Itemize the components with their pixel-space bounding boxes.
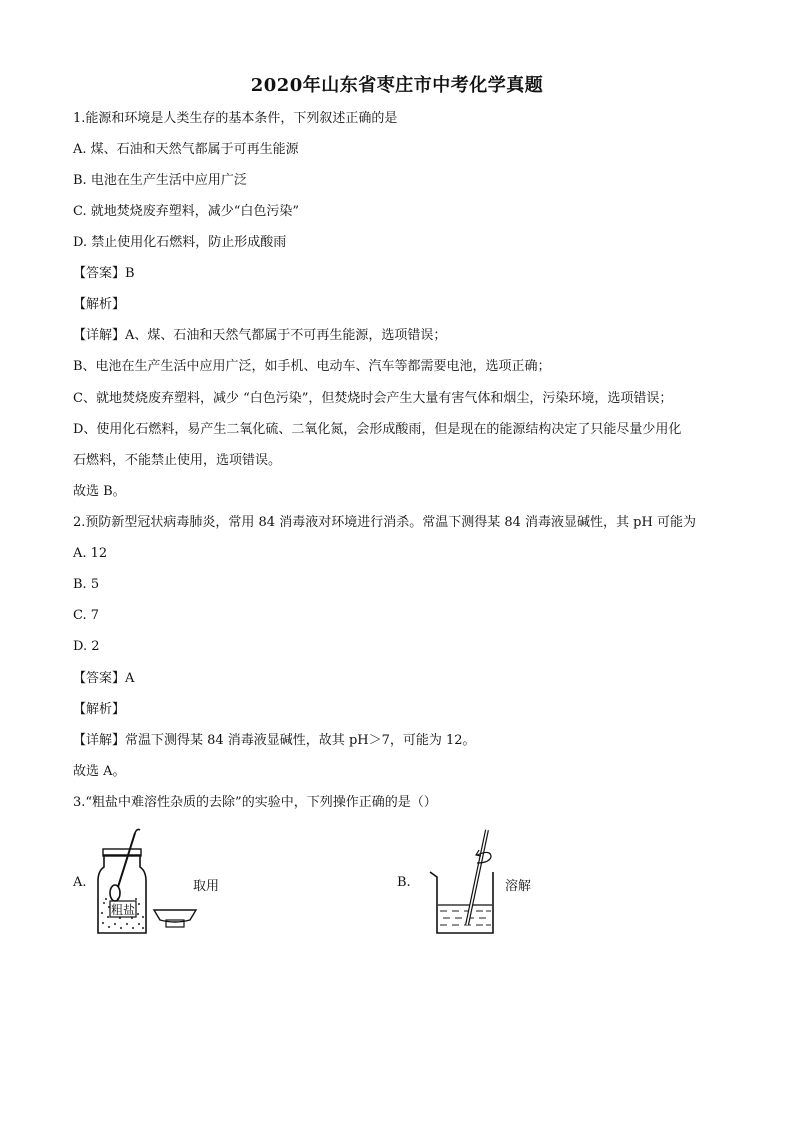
question-2-option-d: D. 2 — [73, 639, 100, 654]
question-1-analysis-label: 【解析】 — [73, 297, 126, 312]
question-2-detail: 【详解】常温下测得某 84 消毒液显碱性，故其 pH＞7，可能为 12。 — [73, 733, 476, 748]
bottle-label-text: 粗盐 — [110, 903, 136, 917]
question-2-answer: 【答案】A — [73, 671, 135, 686]
question-2-conclusion: 故选 A。 — [73, 764, 126, 779]
question-1-detail-line: 【详解】A、煤、石油和天然气都属于不可再生能源，选项错误； — [73, 328, 447, 343]
question-3-option-b-label: 溶解 — [505, 879, 532, 894]
question-2-option-b: B. 5 — [73, 577, 100, 592]
question-1-stem: 1.能源和环境是人类生存的基本条件，下列叙述正确的是 — [73, 111, 398, 126]
page-title: 2020年山东省枣庄市中考化学真题 — [250, 75, 544, 96]
question-3-option-b-letter: B. — [397, 875, 411, 890]
question-3-stem: 3.“粗盐中难溶性杂质的去除”的实验中，下列操作正确的是（） — [73, 795, 437, 810]
question-3-option-a-label: 取用 — [193, 879, 220, 894]
question-1-option-c: C. 就地焚烧废弃塑料，减少“白色污染” — [73, 204, 300, 219]
question-1-detail-line: 石燃料，不能禁止使用，选项错误。 — [73, 453, 282, 468]
question-1-answer: 【答案】B — [73, 266, 135, 281]
question-1-detail-line: B、电池在生产生活中应用广泛，如手机、电动车、汽车等都需要电池，选项正确； — [73, 359, 551, 374]
question-1-detail-line: D、使用化石燃料，易产生二氧化硫、二氧化氮，会形成酸雨，但是现在的能源结构决定了只能尽量少用化 — [73, 422, 682, 437]
question-1-option-b: B. 电池在生产生活中应用广泛 — [73, 173, 247, 188]
question-1-option-a: A. 煤、石油和天然气都属于可再生能源 — [73, 142, 299, 157]
beaker-stirring-figure — [425, 825, 505, 940]
question-3-option-a-letter: A. — [73, 875, 87, 890]
question-1-conclusion: 故选 B。 — [73, 484, 126, 499]
reagent-bottle-figure — [90, 825, 200, 940]
question-2-analysis-label: 【解析】 — [73, 702, 126, 717]
question-2-option-c: C. 7 — [73, 608, 100, 623]
question-1-option-d: D. 禁止使用化石燃料，防止形成酸雨 — [73, 235, 287, 250]
question-1-detail-line: C、就地焚烧废弃塑料，减少 “白色污染”，但焚烧时会产生大量有害气体和烟尘，污染环境，选项错误； — [73, 391, 673, 406]
question-2-option-a: A. 12 — [73, 546, 108, 561]
question-2-stem: 2.预防新型冠状病毒肺炎，常用 84 消毒液对环境进行消杀。常温下测得某 84 消毒液显碱性，其 pH 可能为 — [73, 515, 696, 530]
